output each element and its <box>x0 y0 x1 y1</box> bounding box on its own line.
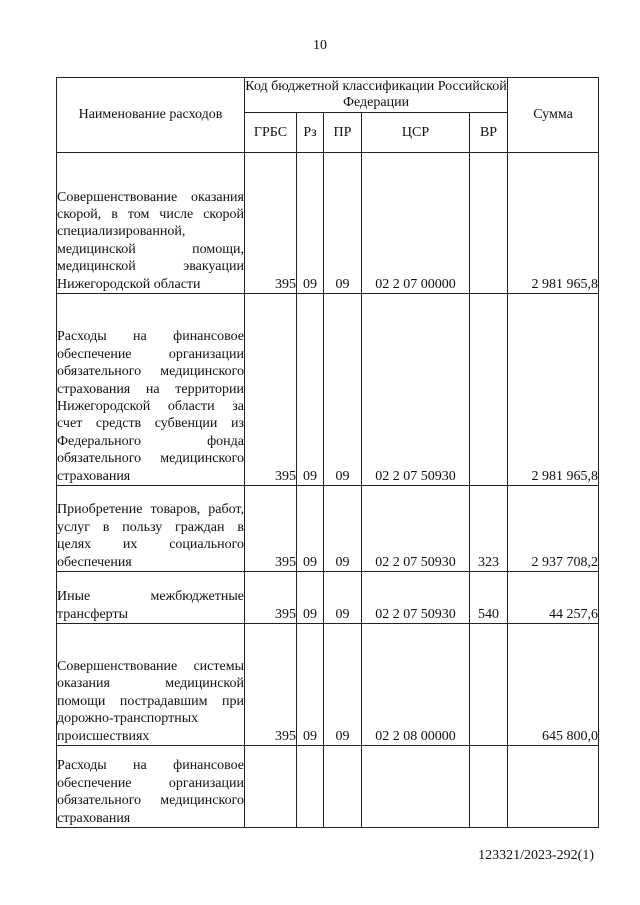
header-rz: Рз <box>297 113 324 153</box>
table-row <box>57 624 599 746</box>
row-pr: 09 <box>324 153 362 294</box>
row-rz: 09 <box>297 294 324 486</box>
header-pr: ПР <box>324 113 362 153</box>
row-csr <box>362 746 470 828</box>
row-grbs <box>245 746 297 828</box>
header-code-group: Код бюджетной классификации Российской Федерации <box>245 78 508 113</box>
row-vr <box>470 294 508 486</box>
row-pr: 09 <box>324 294 362 486</box>
page-number: 10 <box>313 38 327 53</box>
row-sum: 44 257,6 <box>508 572 599 624</box>
row-pr <box>324 746 362 828</box>
header-vr: ВР <box>470 113 508 153</box>
row-csr: 02 2 07 50930 <box>362 486 470 572</box>
header-sum: Сумма <box>508 78 599 153</box>
row-vr <box>470 746 508 828</box>
row-csr: 02 2 07 50930 <box>362 294 470 486</box>
row-pr: 09 <box>324 572 362 624</box>
table-row <box>57 294 599 486</box>
row-pr: 09 <box>324 486 362 572</box>
table-row <box>57 486 599 572</box>
row-csr: 02 2 07 50930 <box>362 572 470 624</box>
row-name: Расходы на финансовое обеспечение организации обязательного медицинского страхования <box>57 746 245 828</box>
table-row <box>57 153 599 294</box>
row-name: Совершенствование системы оказания медицинской помощи пострадавшим при дорожно-транспортных происшествиях <box>57 624 245 746</box>
header-grbs: ГРБС <box>245 113 297 153</box>
row-name: Расходы на финансовое обеспечение организации обязательного медицинского страхования на территории Нижегородской области за счет средств субвенции из Федерального фонда обязательного медицинского страхования <box>57 294 245 486</box>
row-rz: 09 <box>297 486 324 572</box>
table-row <box>57 572 599 624</box>
row-vr <box>470 153 508 294</box>
row-vr: 540 <box>470 572 508 624</box>
row-vr: 323 <box>470 486 508 572</box>
table-row <box>57 746 599 828</box>
row-grbs: 395 <box>245 153 297 294</box>
header-name: Наименование расходов <box>57 78 245 153</box>
budget-table <box>56 77 599 828</box>
row-grbs: 395 <box>245 572 297 624</box>
row-grbs: 395 <box>245 294 297 486</box>
row-name: Иные межбюджетные трансферты <box>57 572 245 624</box>
row-grbs: 395 <box>245 486 297 572</box>
row-vr <box>470 624 508 746</box>
document-code: 123321/2023-292(1) <box>478 848 594 863</box>
row-grbs: 395 <box>245 624 297 746</box>
row-csr: 02 2 07 00000 <box>362 153 470 294</box>
row-rz: 09 <box>297 624 324 746</box>
row-csr: 02 2 08 00000 <box>362 624 470 746</box>
row-sum: 645 800,0 <box>508 624 599 746</box>
row-sum: 2 937 708,2 <box>508 486 599 572</box>
header-csr: ЦСР <box>362 113 470 153</box>
row-rz: 09 <box>297 153 324 294</box>
row-sum: 2 981 965,8 <box>508 153 599 294</box>
row-sum <box>508 746 599 828</box>
row-pr: 09 <box>324 624 362 746</box>
row-name: Совершенствование оказания скорой, в том числе скорой специализированной, медицинской помощи, медицинской эвакуации Нижегородской области <box>57 153 245 294</box>
row-name: Приобретение товаров, работ, услуг в пользу граждан в целях их социального обеспечения <box>57 486 245 572</box>
row-rz: 09 <box>297 572 324 624</box>
row-rz <box>297 746 324 828</box>
row-sum: 2 981 965,8 <box>508 294 599 486</box>
